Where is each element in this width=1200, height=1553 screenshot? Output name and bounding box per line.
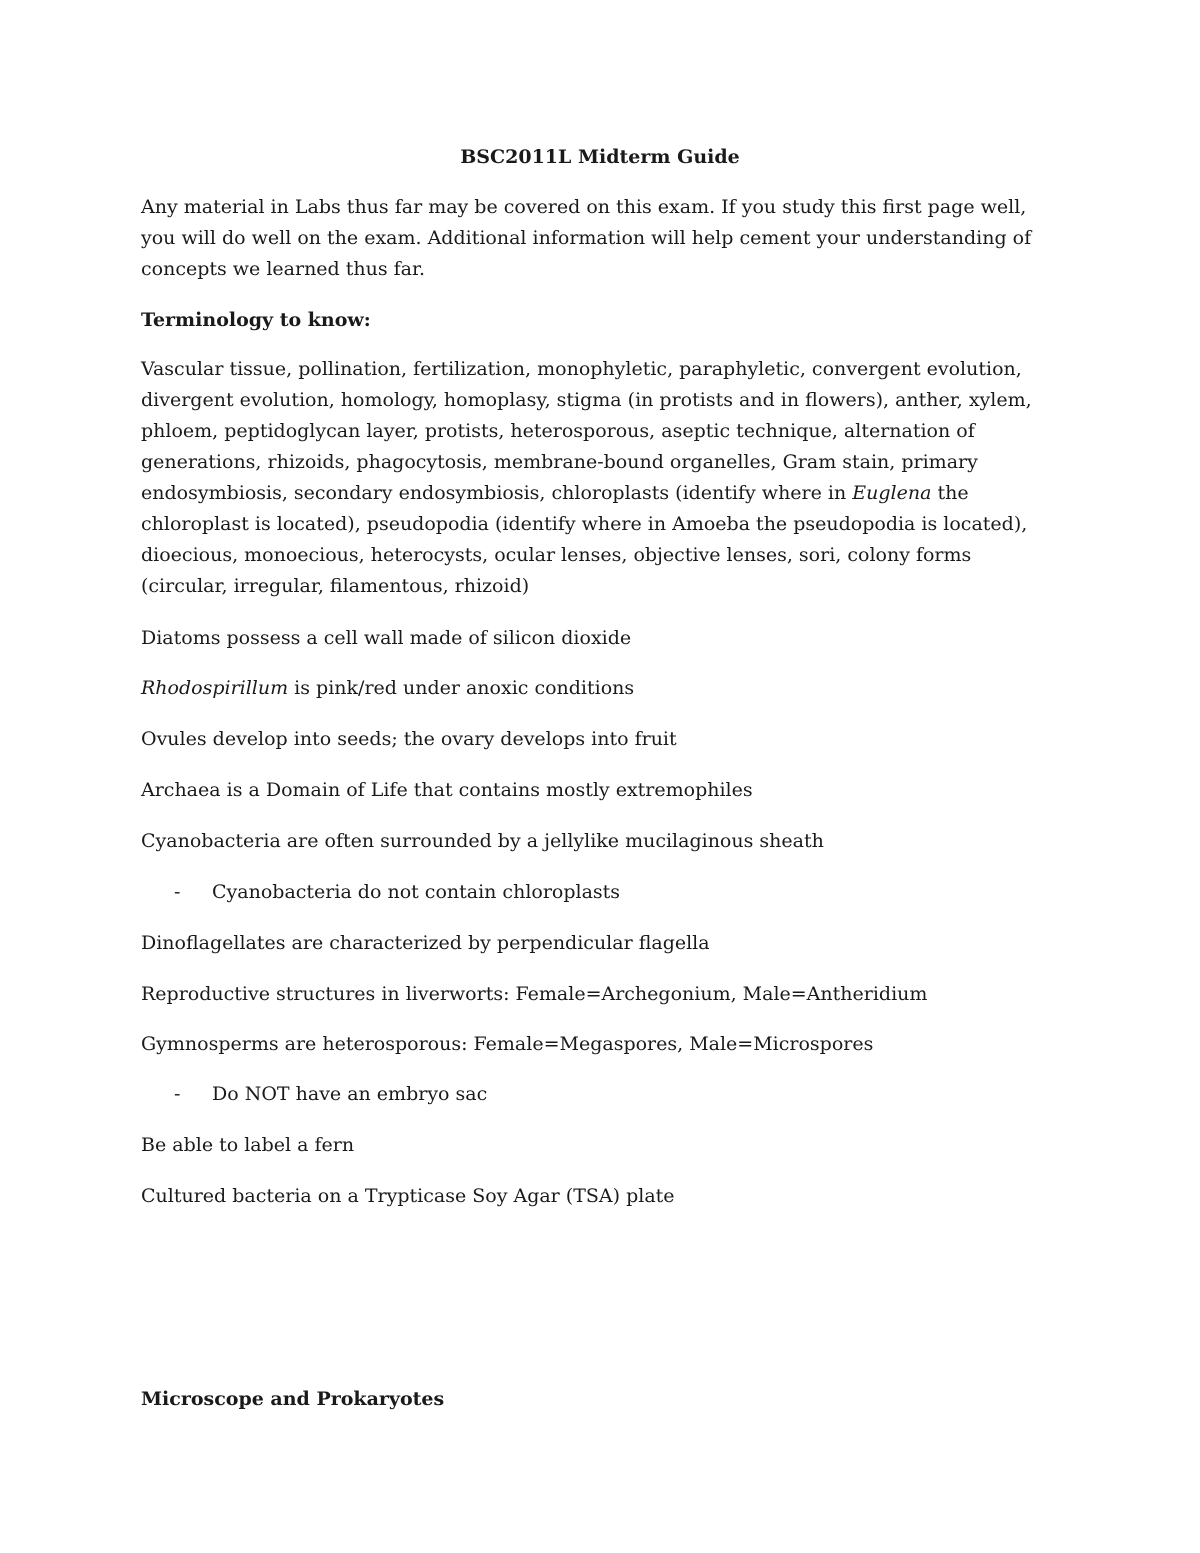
fact-cyanobacteria: Cyanobacteria are often surrounded by a jellylike mucilaginous sheath (141, 830, 824, 852)
gymnosperms-bullet: Do NOT have an embryo sac (212, 1083, 488, 1105)
rhodospirillum-italic: Rhodospirillum (141, 677, 289, 699)
fact-cultured-bacteria: Cultured bacteria on a Trypticase Soy Agar (TSA) plate (141, 1185, 675, 1207)
cyanobacteria-bullet: Cyanobacteria do not contain chloroplasts (212, 881, 621, 903)
fact-dinoflagellates: Dinoflagellates are characterized by perpendicular flagella (141, 932, 710, 954)
fact-fern: Be able to label a fern (141, 1134, 355, 1156)
fact-liverworts: Reproductive structures in liverworts: Female=Archegonium, Male=Antheridium (141, 983, 928, 1005)
fact-gymnosperms: Gymnosperms are heterosporous: Female=Megaspores, Male=Microspores (141, 1033, 874, 1055)
terminology-paragraph (141, 354, 1061, 602)
fact-ovules: Ovules develop into seeds; the ovary develops into fruit (141, 728, 677, 750)
section-heading-microscope: Microscope and Prokaryotes (141, 1388, 445, 1410)
fact-diatoms: Diatoms possess a cell wall made of silicon dioxide (141, 627, 632, 649)
document-title: BSC2011L Midterm Guide (460, 146, 740, 168)
fact-rhodospirillum (141, 673, 1061, 704)
terminology-text-part2: the chloroplast is located), pseudopodia (identify where in Amoeba the pseudopodia is located), dioecious, monoecious, heterocysts, ocular lenses, objective lenses, sori, colony forms (circular, irregular, filamentous, rhizoid) (141, 482, 1028, 597)
fact-archaea: Archaea is a Domain of Life that contains mostly extremophiles (141, 779, 753, 801)
bullet-marker: - (174, 881, 181, 903)
rhodospirillum-text: is pink/red under anoxic conditions (288, 677, 635, 699)
bullet-marker: - (174, 1083, 181, 1105)
terminology-heading: Terminology to know: (141, 309, 371, 331)
terminology-text-part1: Vascular tissue, pollination, fertilization, monophyletic, paraphyletic, convergent evolution, divergent evolution, homology, homoplasy, stigma (in protists and in flowers), anther, xylem, phloem, peptidoglycan layer, protists, heterosporous, aseptic technique, alternation of generations, rhizoids, phagocytosis, membrane-bound organelles, Gram stain, primary endosymbiosis, secondary endosymbiosis, chloroplasts (identify where in (141, 358, 1032, 504)
terminology-italic-term: Euglena (852, 482, 932, 504)
intro-paragraph: Any material in Labs thus far may be covered on this exam. If you study this first page well, you will do well on the exam. Additional information will help cement your understanding of concepts we learned thus far. (141, 196, 1032, 280)
